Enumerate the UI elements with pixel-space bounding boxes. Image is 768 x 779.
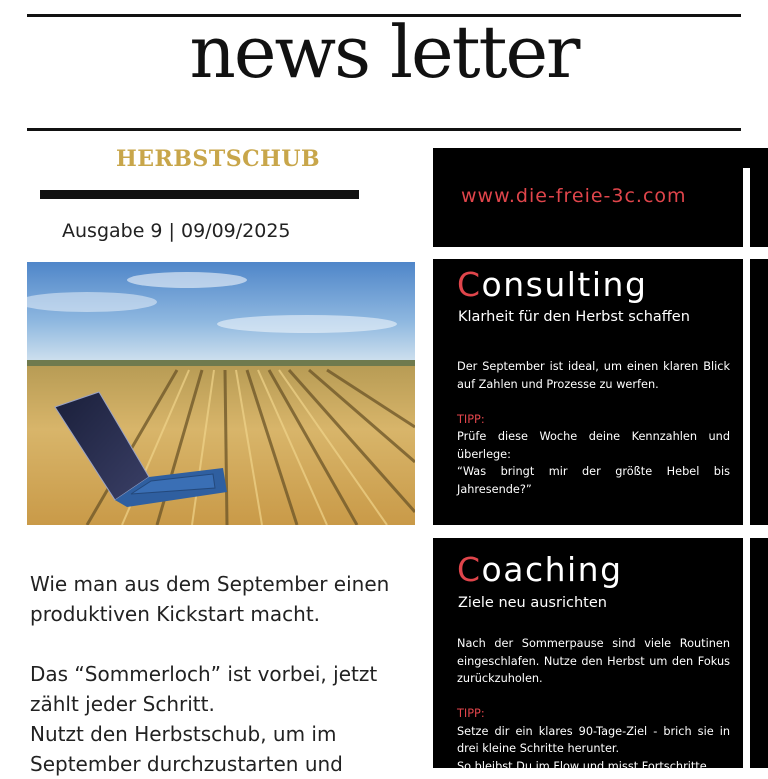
coaching-tip-label: TIPP: bbox=[457, 707, 485, 720]
consulting-text bbox=[457, 358, 730, 498]
consulting-tip-text: Prüfe diese Woche deine Kennzahlen und überlege: bbox=[457, 430, 730, 461]
consulting-subtitle: Klarheit für den Herbst schaffen bbox=[458, 309, 690, 325]
issue-date: Ausgabe 9 | 09/09/2025 bbox=[62, 220, 291, 242]
website-panel bbox=[433, 148, 768, 247]
coaching-title-rest: oaching bbox=[481, 550, 623, 589]
consulting-title-rest: onsulting bbox=[481, 265, 648, 304]
coaching-text bbox=[457, 635, 730, 775]
consulting-tip-quote: “Was bringt mir der größte Hebel bis Jahresende?” bbox=[457, 465, 730, 496]
masthead-bottom-rule bbox=[27, 128, 741, 131]
hero-image bbox=[27, 262, 415, 525]
section-title: HERBSTSCHUB bbox=[116, 146, 321, 172]
coaching-panel bbox=[433, 538, 768, 773]
coaching-initial: C bbox=[457, 550, 482, 589]
article-body bbox=[30, 569, 430, 779]
coaching-title bbox=[457, 550, 623, 589]
consulting-tip-label: TIPP: bbox=[457, 412, 485, 426]
section-underline bbox=[40, 190, 359, 199]
vertical-accent-bar bbox=[743, 168, 750, 768]
consulting-title bbox=[457, 265, 647, 304]
coaching-subtitle: Ziele neu ausrichten bbox=[458, 595, 607, 611]
consulting-panel bbox=[433, 259, 768, 525]
coaching-tip-text: Setze dir ein klares 90-Tage-Ziel - brich sie in drei kleine Schritte herunter. bbox=[457, 724, 730, 755]
article-intro: Wie man aus dem September einen produktiven Kickstart macht. bbox=[30, 572, 390, 626]
consulting-body: Der September ist ideal, um einen klaren Blick auf Zahlen und Prozesse zu werfen. bbox=[457, 360, 730, 391]
consulting-initial: C bbox=[457, 265, 482, 304]
article-paragraph-2: Nutzt den Herbstschub, um im September durchzustarten und bbox=[30, 722, 343, 776]
coaching-body: Nach der Sommerpause sind viele Routinen eingeschlafen. Nutze den Herbst um den Fokus zurückzuholen. bbox=[457, 637, 730, 685]
coaching-tip-more: So bleibst Du im Flow und misst Fortschritte bbox=[457, 759, 707, 773]
article-paragraph-1: Das “Sommerloch” ist vorbei, jetzt zählt jeder Schritt. bbox=[30, 662, 378, 716]
website-link[interactable]: www.die-freie-3c.com bbox=[461, 185, 687, 207]
masthead-title: news letter bbox=[189, 10, 579, 94]
